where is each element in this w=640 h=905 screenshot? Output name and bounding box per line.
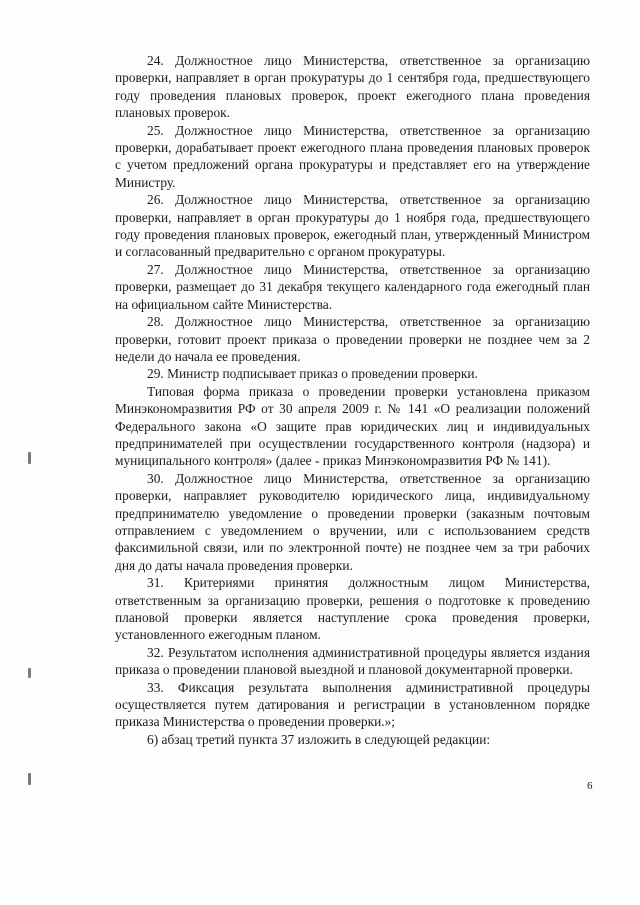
paragraph-amendment-6: 6) абзац третий пункта 37 изложить в следующей редакции: (147, 731, 491, 747)
paragraph-28: 28. Должностное лицо Министерства, ответственное за организацию проверки, готовит проект приказа о проведении проверки не позднее чем за 2 недели до начала ее проведения. (115, 314, 590, 364)
paragraph-31: 31. Критериями принятия должностным лицом Министерства, ответственным за организацию проверки, решения о подготовке к проведению плановой проверки является наступление срока проведения проверки, установленного ежегодным планом. (115, 575, 590, 643)
paragraph-33: 33. Фиксация результата выполнения административной процедуры осуществляется путем датирования и регистрации в установленном порядке приказа Министерства о проведении проверки.»; (115, 679, 590, 730)
paragraph-24: 24. Должностное лицо Министерства, ответственное за организацию проверки, направляет в орган прокуратуры до 1 сентября года, предшествующего году проведения плановых проверок, проект ежегодного плана проведения плановых проверок. (115, 53, 590, 121)
paragraph-27: 27. Должностное лицо Министерства, ответственное за организацию проверки, размещает до 31 декабря текущего календарного года ежегодный план на официальном сайте Министерства. (115, 261, 590, 312)
document-body (115, 52, 590, 748)
paragraph-26: 26. Должностное лицо Министерства, ответственное за организацию проверки, направляет в орган прокуратуры до 1 ноября года, предшествующего году проведения плановых проверок, ежегодный план, утвержденный Министром и согласованный предварительно с органом прокуратуры. (115, 192, 590, 260)
paragraph-25: 25. Должностное лицо Министерства, ответственное за организацию проверки, дорабатывает проект ежегодного плана проведения плановых проверок с учетом предложений органа прокуратуры и представляет его на утверждение Министру. (115, 122, 590, 190)
paragraph-29: 29. Министр подписывает приказ о проведении проверки. (147, 366, 478, 382)
paragraph-typical-form: Типовая форма приказа о проведении проверки установлена приказом Минэкономразвития РФ от 30 апреля 2009 г. № 141 «О реализации положений Федерального закона «О защите прав юридических лиц и индивидуальных предпринимателей при осуществлении государственного контроля (надзора) и муниципального контроля» (далее - приказ Минэкономразвития РФ № 141). (115, 383, 590, 469)
scan-margin-mark (28, 773, 31, 785)
scan-margin-mark (28, 668, 31, 678)
scan-margin-mark (28, 452, 31, 464)
page-number: 6 (587, 780, 593, 792)
paragraph-30: 30. Должностное лицо Министерства, ответственное за организацию проверки, направляет руководителю юридического лица, индивидуальному предпринимателю уведомление о проведении проверки (заказным почтовым отправлением с уведомлением о вручении, или с использованием средств факсимильной связи, или по электронной почте) не позднее чем за три рабочих дня до даты начала проведения проверки. (115, 470, 590, 573)
paragraph-32: 32. Результатом исполнения административной процедуры является издания приказа о проведении плановой выездной и плановой документарной проверки. (115, 644, 590, 678)
